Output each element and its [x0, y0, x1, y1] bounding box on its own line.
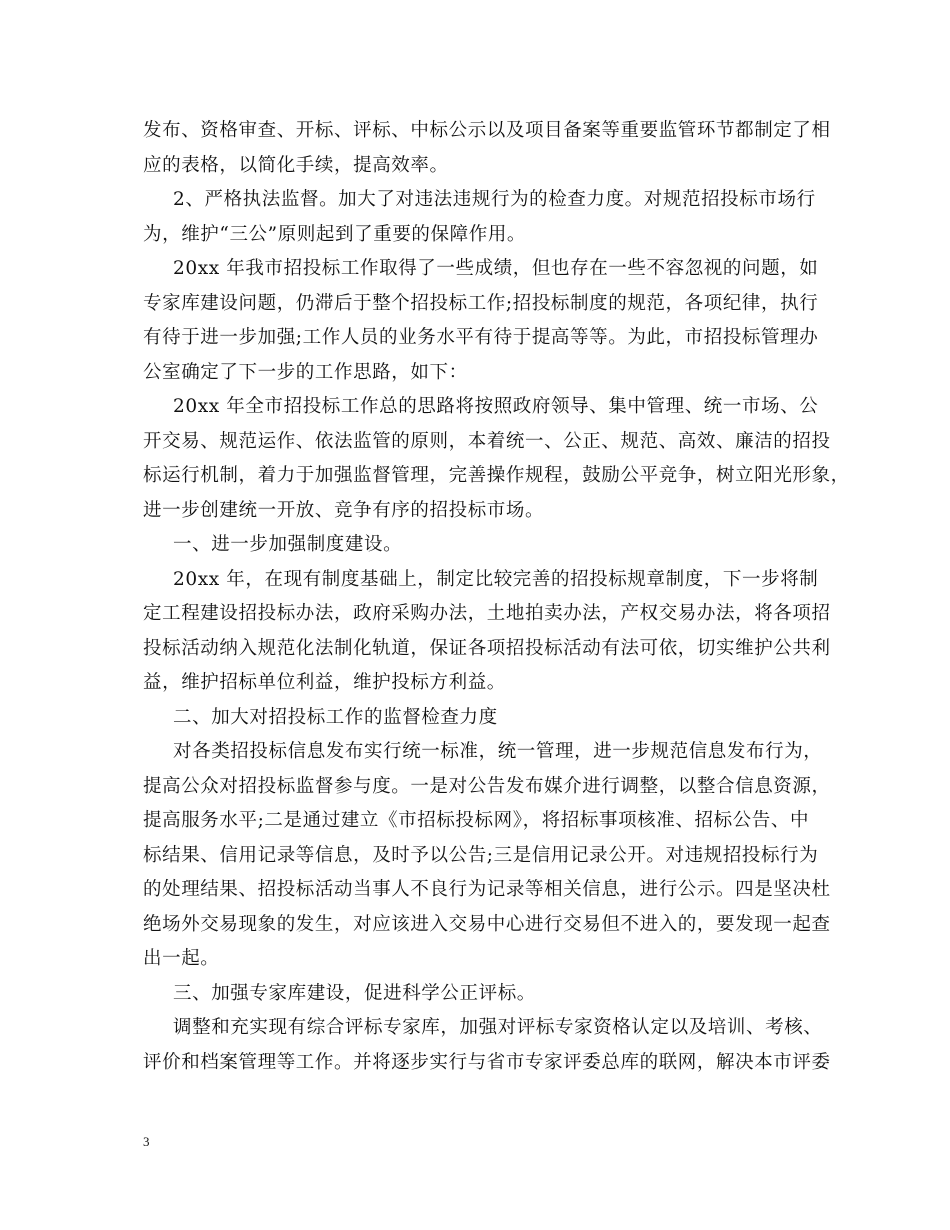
text-line: 2、严格执法监督。加大了对违法违规行为的检查力度。对规范招投标市场行	[173, 189, 816, 210]
text-line: 对各类招投标信息发布实行统一标准，统一管理，进一步规范信息发布行为，	[173, 741, 823, 762]
text-line: 三、加强专家库建设，促进科学公正评标。	[173, 982, 536, 1004]
text-line: 开交易、规范运作、依法监管的原则，本着统一、公正、规范、高效、廉洁的招投	[143, 430, 831, 452]
text-line: 进一步创建统一开放、竞争有序的招投标市场。	[143, 499, 545, 521]
text-line: 调整和充实现有综合评标专家库，加强对评标专家资格认定以及培训、考核、	[173, 1017, 823, 1038]
text-line: 评价和档案管理等工作。并将逐步实行与省市专家评委总库的联网，解决本市评委	[143, 1051, 831, 1073]
text-line: 提高服务水平;二是通过建立《市招标投标网》，将招标事项核准、招标公告、中	[143, 810, 810, 831]
text-line: 的处理结果、招投标活动当事人不良行为记录等相关信息，进行公示。四是坚决杜	[143, 879, 831, 900]
text-line: 标运行机制，着力于加强监督管理，完善操作规程，鼓励公平竞争，树立阳光形象，	[143, 465, 850, 486]
text-line: 一、进一步加强制度建设。	[173, 534, 403, 555]
text-line: 定工程建设招投标办法，政府采购办法，土地拍卖办法，产权交易办法，将各项招	[143, 603, 831, 624]
text-line: 20xx 年全市招投标工作总的思路将按照政府领导、集中管理、统一市场、公	[173, 396, 819, 417]
text-line: 为，维护“三公”原则起到了重要的保障作用。	[143, 223, 527, 245]
text-line: 二、加大对招投标工作的监督检查力度	[173, 706, 498, 728]
text-line: 益，维护招标单位利益，维护投标方利益。	[143, 672, 506, 693]
text-line: 20xx 年我市招投标工作取得了一些成绩，但也存在一些不容忽视的问题，如	[173, 258, 819, 279]
text-line: 投标活动纳入规范化法制化轨道，保证各项招投标活动有法可依，切实维护公共利	[143, 637, 831, 659]
body-text	[143, 114, 850, 1080]
text-line: 应的表格，以简化手续，提高效率。	[143, 154, 449, 176]
text-line: 有待于进一步加强;工作人员的业务水平有待于提高等等。为此，市招投标管理办	[143, 327, 819, 348]
text-line: 公室确定了下一步的工作思路，如下：	[143, 361, 468, 383]
text-line: 20xx 年，在现有制度基础上，制定比较完善的招投标规章制度，下一步将制	[173, 568, 819, 590]
text-line: 绝场外交易现象的发生，对应该进入交易中心进行交易但不进入的，要发现一起查	[143, 913, 831, 935]
page-number: 3	[143, 1134, 150, 1149]
text-line: 专家库建设问题，仍滞后于整个招投标工作;招投标制度的规范，各项纪律，执行	[143, 292, 819, 314]
text-line: 发布、资格审查、开标、评标、中标公示以及项目备案等重要监管环节都制定了相	[143, 120, 831, 141]
text-line: 出一起。	[143, 948, 220, 969]
text-line: 标结果、信用记录等信息，及时予以公告;三是信用记录公开。对违规招投标行为	[143, 844, 819, 866]
text-line: 提高公众对招投标监督参与度。一是对公告发布媒介进行调整，以整合信息资源，	[143, 775, 831, 797]
